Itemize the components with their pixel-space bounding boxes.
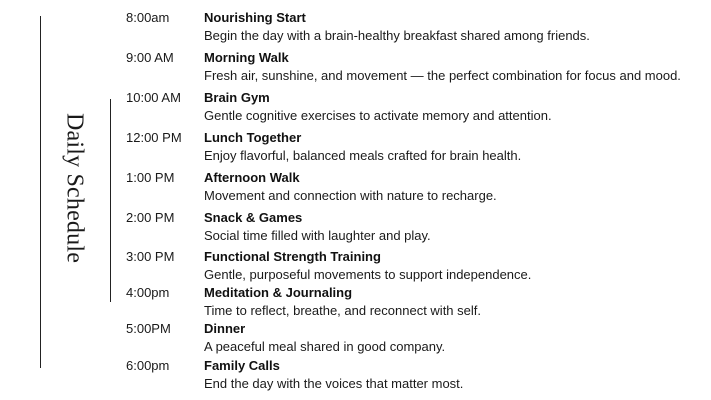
schedule-description: Time to reflect, breathe, and reconnect with self. bbox=[204, 303, 481, 318]
schedule-title: Family Calls bbox=[204, 358, 280, 373]
schedule-title: Nourishing Start bbox=[204, 10, 306, 25]
schedule-item bbox=[0, 358, 711, 398]
schedule-title: Morning Walk bbox=[204, 50, 289, 65]
schedule-time: 6:00pm bbox=[126, 358, 170, 373]
schedule-title: Lunch Together bbox=[204, 130, 302, 145]
schedule-time: 12:00 PM bbox=[126, 130, 182, 145]
page-title: Daily Schedule bbox=[61, 112, 88, 264]
schedule-item bbox=[0, 285, 711, 325]
schedule-item bbox=[0, 321, 711, 361]
schedule-description: Social time filled with laughter and play. bbox=[204, 228, 431, 243]
schedule-title: Afternoon Walk bbox=[204, 170, 300, 185]
schedule-time: 10:00 AM bbox=[126, 90, 181, 105]
schedule-item bbox=[0, 170, 711, 210]
schedule-item bbox=[0, 210, 711, 250]
schedule-item bbox=[0, 10, 711, 50]
schedule-time: 5:00PM bbox=[126, 321, 171, 336]
schedule-title: Functional Strength Training bbox=[204, 249, 381, 264]
schedule-item bbox=[0, 90, 711, 130]
schedule-title: Meditation & Journaling bbox=[204, 285, 353, 300]
schedule-item bbox=[0, 50, 711, 90]
schedule-time: 8:00am bbox=[126, 10, 170, 25]
schedule-item bbox=[0, 249, 711, 289]
schedule-description: A peaceful meal shared in good company. bbox=[204, 339, 446, 354]
schedule-description: Begin the day with a brain-healthy breakfast shared among friends. bbox=[204, 28, 590, 43]
schedule-time: 1:00 PM bbox=[126, 170, 175, 185]
schedule-time: 2:00 PM bbox=[126, 210, 175, 225]
schedule-description: Gentle cognitive exercises to activate memory and attention. bbox=[204, 108, 552, 123]
schedule-description: Enjoy flavorful, balanced meals crafted for brain health. bbox=[204, 148, 522, 163]
schedule-time: 3:00 PM bbox=[126, 249, 175, 264]
schedule-item bbox=[0, 130, 711, 170]
schedule-description: Movement and connection with nature to recharge. bbox=[204, 188, 497, 203]
schedule-title: Dinner bbox=[204, 321, 246, 336]
schedule-time: 4:00pm bbox=[126, 285, 170, 300]
schedule-description: Fresh air, sunshine, and movement — the perfect combination for focus and mood. bbox=[204, 68, 681, 83]
schedule-time: 9:00 AM bbox=[126, 50, 174, 65]
schedule-title: Brain Gym bbox=[204, 90, 270, 105]
schedule-description: End the day with the voices that matter most. bbox=[204, 376, 464, 391]
schedule-title: Snack & Games bbox=[204, 210, 303, 225]
schedule-description: Gentle, purposeful movements to support independence. bbox=[204, 267, 532, 282]
